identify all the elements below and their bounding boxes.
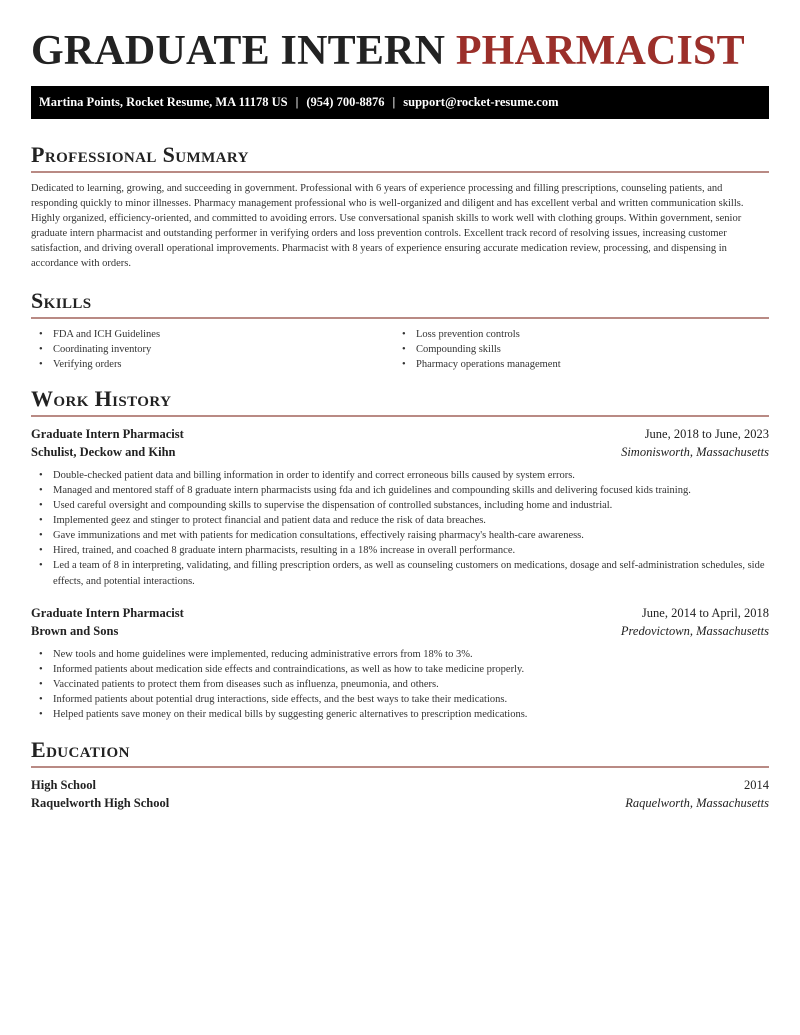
job-company: Brown and Sons bbox=[31, 623, 119, 638]
skill-item: • Loss prevention controls bbox=[394, 327, 757, 342]
contact-address: Martina Points, Rocket Resume, MA 11178 US bbox=[39, 95, 288, 109]
education-year: 2014 bbox=[744, 778, 769, 793]
section-title-education: Education bbox=[31, 737, 769, 768]
skill-item: • Coordinating inventory bbox=[31, 342, 394, 357]
section-title-work-history: Work History bbox=[31, 386, 769, 417]
job-bullet: • Used careful oversight and compounding skills to supervise the dispensation of controlled substances, including home and industrial. bbox=[31, 498, 769, 513]
education-degree: High School bbox=[31, 778, 96, 793]
skills-list bbox=[31, 327, 769, 372]
job-dates: June, 2014 to April, 2018 bbox=[641, 605, 769, 620]
contact-separator: | bbox=[295, 95, 299, 109]
job-bullet: • Managed and mentored staff of 8 graduate intern pharmacists using fda and ich guidelines and compounding skills and delivering focused kids training. bbox=[31, 483, 769, 498]
skills-column-right bbox=[394, 327, 757, 372]
job-bullet: • Helped patients save money on their medical bills by suggesting generic alternatives to prescription medications. bbox=[31, 707, 769, 722]
section-title-skills: Skills bbox=[31, 288, 769, 319]
job-entry bbox=[31, 604, 769, 722]
job-location: Predovictown, Massachusetts bbox=[620, 623, 769, 638]
job-company: Schulist, Deckow and Kihn bbox=[31, 444, 176, 459]
job-title: Graduate Intern Pharmacist bbox=[31, 605, 184, 620]
summary-text: Dedicated to learning, growing, and succeeding in government. Professional with 6 years of experience processing and filling prescriptions, counseling patients, and responding quickly to minor illnesses. Pharmacy management professional who is well-organized and diligent and has excellent verbal and written communication skills. Highly organized, efficiency-oriented, and committed to avoiding errors. Use conversational spanish skills to work well with clothing groups. Within government, senior graduate intern pharmacist and outstanding performer in verifying orders and loss prevention controls. Excellent track record of resolving issues, increasing customer satisfaction, and driving overall operational improvements. Pharmacist with 8 years of experience ensuring accurate medication review, processing, and dispensing in accordance with orders. bbox=[31, 183, 744, 270]
contact-email: support@rocket-resume.com bbox=[403, 95, 559, 109]
job-bullet: • Led a team of 8 in interpreting, validating, and filling prescription orders, as well as counseling customers on medications, dosage and self-administration schedules, side effects, and potential interactions. bbox=[31, 558, 769, 588]
job-bullet: • Informed patients about potential drug interactions, side effects, and the best ways to take their medications. bbox=[31, 692, 769, 707]
job-bullets bbox=[31, 468, 769, 589]
contact-separator: | bbox=[392, 95, 396, 109]
contact-bar bbox=[31, 86, 769, 119]
resume-name bbox=[31, 29, 769, 73]
job-bullet: • Informed patients about medication side effects and contraindications, as well as how to take medicine properly. bbox=[31, 662, 769, 677]
job-bullet: • New tools and home guidelines were implemented, reducing administrative errors from 18% to 3%. bbox=[31, 647, 769, 662]
job-bullet: • Double-checked patient data and billing information in order to identify and correct erroneous bills caused by system errors. bbox=[31, 468, 769, 483]
contact-phone: (954) 700-8876 bbox=[306, 95, 385, 109]
education-entry bbox=[31, 776, 769, 812]
education-school: Raquelworth High School bbox=[31, 796, 170, 811]
job-bullet: • Gave immunizations and met with patients for medication consultations, effectively raising pharmacy's health-care awareness. bbox=[31, 528, 769, 543]
skill-item: • Pharmacy operations management bbox=[394, 357, 757, 372]
job-location: Simonisworth, Massachusetts bbox=[621, 444, 769, 459]
job-bullet: • Implemented geez and stinger to protect financial and patient data and reduce the risk of data breaches. bbox=[31, 513, 769, 528]
skill-item: • FDA and ICH Guidelines bbox=[31, 327, 394, 342]
job-title: Graduate Intern Pharmacist bbox=[31, 426, 184, 441]
section-title-summary: Professional Summary bbox=[31, 142, 769, 173]
name-title: GRADUATE INTERN bbox=[31, 28, 446, 74]
name-accent: PHARMACIST bbox=[455, 28, 745, 74]
job-entry bbox=[31, 425, 769, 589]
resume-page bbox=[31, 0, 769, 812]
job-bullet: • Hired, trained, and coached 8 graduate intern pharmacists, resulting in a 18% increase in overall performance. bbox=[31, 543, 769, 558]
job-bullets bbox=[31, 647, 769, 722]
skill-item: • Compounding skills bbox=[394, 342, 757, 357]
skills-column-left bbox=[31, 327, 394, 372]
education-location: Raquelworth, Massachusetts bbox=[625, 796, 769, 811]
skill-item: • Verifying orders bbox=[31, 357, 394, 372]
job-bullet: • Vaccinated patients to protect them from diseases such as influenza, pneumonia, and others. bbox=[31, 677, 769, 692]
job-dates: June, 2018 to June, 2023 bbox=[644, 426, 769, 441]
